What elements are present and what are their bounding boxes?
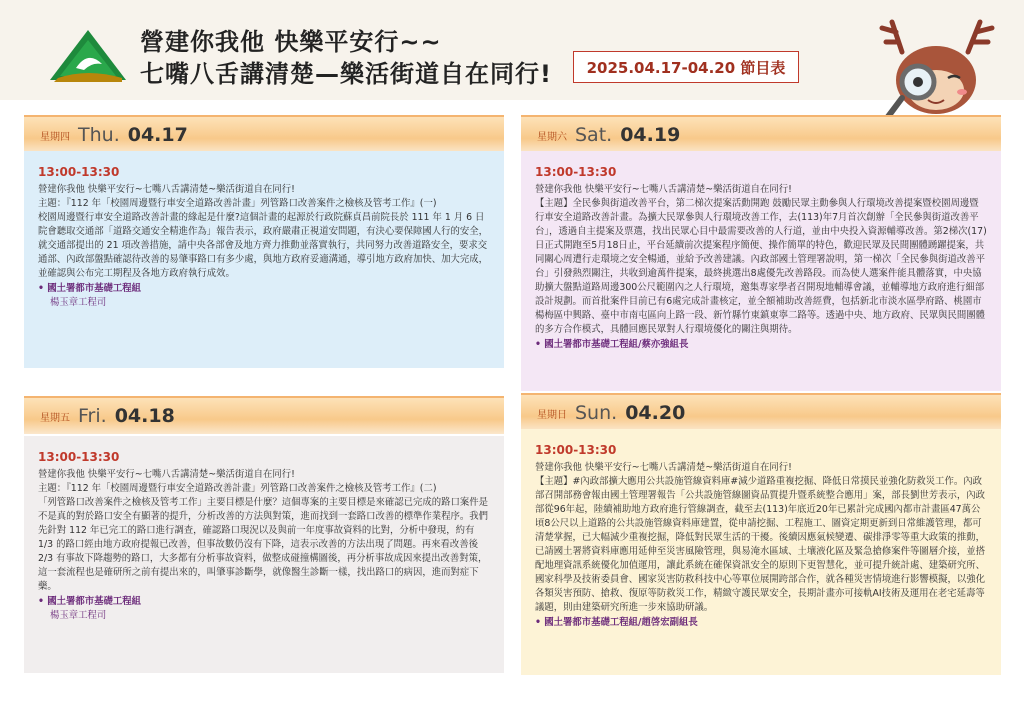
weekday-en: Sat. (575, 124, 613, 146)
day-date: 04.20 (625, 402, 686, 424)
day-date: 04.18 (114, 405, 175, 427)
weekday-label: 星期四 (40, 131, 70, 143)
day-header-thu (24, 115, 504, 153)
program-body: 校園周邊暨行車安全道路改善計畫的緣起是什麼?這個計畫的起源於行政院蘇貞昌前院長於 111 年 1 月 6 日院會聽取交通部「道路交通安全精進作為」報告表示，政府嚴肅正視道安問題，有決心要保障國人行的安全，就交通部提出的 21 項改善措施，請中央各部會及地方齊力推動並落實執行，共同努力改善道路安全，要求交通部、內政部盤點確認待改善的易肇事路口有多少處，與地方政府妥適溝通，導引地方政府加快、加大完成，並確認與公布完工期程及各地方政府執行成效。 (38, 212, 489, 279)
guest-org: • 國土署都市基礎工程組/趙啓宏副組長 (535, 616, 987, 630)
weekday-en: Thu. (78, 124, 120, 146)
time-slot: 13:00-13:30 (535, 165, 617, 179)
program-body: 【主題】全民參與街道改善平台，第二梯次提案活動開跑 鼓勵民眾主動參與人行環境改善提案暨校園周邊暨行車安全道路改善計畫。為擴大民眾參與人行環境改善工作，去(113)年7月首次創辦「全民參與街道改善平台」，透過自主提案及票選，找出民眾心目中最需要改善的人行道，並由中央投入資源輔導改善。第2梯次(17)日正式開跑至5月18日止，平台延續前次提案程序簡便、操作簡單的特色，歡迎民眾及民間團體踴躍提案，共同關心周遭行走環境之安全暢通，並給予改善建議。內政部國土管理署說明，第一梯次「全民參與街道改善平台」引發熱烈關注，共收到逾萬件提案，最終挑選出8處優先改善路段。而為使人選案件能具體落實，中央協助擴大盤點道路周邊300公尺範圍內之人行環境，邀集專家學者召開現地輔導會議，並輔導地方政府進行細部設計規劃。而首批案件目前已有6處完成計畫核定，並全額補助改善經費，包括新北市淡水區學府路、桃園市楊梅區中興路、臺中市南屯區向上路一段、新竹縣竹東鎮東寧二路等。透過中央、地方政府、民眾與民間團體的多方合作模式，具體回應民眾對人行環境優化的關注與期待。 (535, 198, 987, 335)
weekday-label: 星期日 (537, 409, 567, 421)
day-panel-fri (24, 436, 504, 673)
day-header-fri (24, 396, 504, 434)
guest-name: 楊玉章工程司 (50, 297, 107, 308)
weekday-label: 星期五 (40, 412, 70, 424)
day-panel-thu (24, 151, 504, 368)
weekday-en: Sun. (575, 402, 618, 424)
day-date: 04.19 (620, 124, 681, 146)
guest-org: • 國土署都市基礎工程組/蔡亦強組長 (535, 338, 987, 352)
guest-name: 楊玉章工程司 (50, 610, 107, 621)
day-header-sun (521, 393, 1001, 431)
page-title-line1: 營建你我他 快樂平安行~~ (140, 28, 442, 56)
program-theme: 主題：『112 年「校園周邊暨行車安全道路改善計畫」列管路口改善案件之檢核及管考工作』(一) (38, 198, 437, 209)
time-slot: 13:00-13:30 (38, 450, 120, 464)
time-slot: 13:00-13:30 (535, 443, 617, 457)
program-line: 營建你我他 快樂平安行~七嘴八舌講清楚~樂活街道自在同行! (38, 184, 295, 195)
program-line: 營建你我他 快樂平安行~七嘴八舌講清楚~樂活街道自在同行! (38, 469, 295, 480)
date-range-badge: 2025.04.17-04.20 節目表 (573, 51, 799, 83)
program-theme: 主題：『112 年「校園周邊暨行車安全道路改善計畫」列管路口改善案件之檢核及管考工作』(二) (38, 483, 437, 494)
page-title-line2: 七嘴八舌講清楚—樂活街道自在同行! (140, 60, 552, 88)
guest-org: • 國土署都市基礎工程組 (38, 595, 490, 609)
organization-logo (48, 28, 128, 84)
weekday-en: Fri. (78, 405, 107, 427)
time-slot: 13:00-13:30 (38, 165, 120, 179)
day-date: 04.17 (127, 124, 188, 146)
guest-org: • 國土署都市基礎工程組 (38, 282, 490, 296)
program-body: 【主題】#內政部擴大應用公共設施管線資料庫#減少道路重複挖掘、降低日常摸民並強化防救災工作。內政部召開部務會報由國土管理署報告「公共設施管線圖資品質提升暨系統整合應用」案，部長劉世芳表示，內政部從96年起，陸續補助地方政府進行管線調查，截至去(113)年底近20年已累計完成國內都市計畫區47萬公頃8公尺以上道路的公共設施管線資料庫建置，從申請挖掘、工程施工、圖資定期更新到日常維護管理，都可清楚掌握，已大幅減少重複挖掘，降低對民眾生活的干擾。後續因應氣候變遷、碳排淨零等重大政策的推動，已請國土署將資料庫應用延伸至災害風險管理，與易淹水區域、土壤液化區及緊急搶修案件等圖層介接，並搭配地理資訊系統優化加值運用，讓此系統在確保資訊安全的原則下更智慧化，並可提升統計處、建築研究所、國家科學及技術委員會、國家災害防救科技中心等單位展開跨部合作，就各種災害情境進行影響模擬，以強化各類災害預防、搶救、復原等防救災工作，精緻守護民眾安全，長期計畫亦可接軌AI技術及運用在老宅延壽等議題，則由建築研究所進一步來協助研議。 (535, 476, 986, 613)
day-header-sat (521, 115, 1001, 153)
day-panel-sat (521, 151, 1001, 391)
program-line: 營建你我他 快樂平安行~七嘴八舌講清楚~樂活街道自在同行! (535, 462, 792, 473)
program-line: 營建你我他 快樂平安行~七嘴八舌講清楚~樂活街道自在同行! (535, 184, 792, 195)
program-body: 「列管路口改善案件之檢核及管考工作」主要目標是什麼？這個專案的主要目標是來確認已完成的路口案件是不是真的對於路口安全有顯著的提升，分析改善的方法與對策，進而找到一套路口改善的標準作業程序。我們先針對 112 年已完工的路口進行調查，確認路口現況以及與前一年度事故資料的比對，分析中發現，約有 1/3 的路口經由地方政府提報已改善，但事故數仍沒有下降，這表示改善的方法出現了問題。再來看改善後 2/3 有事故下降趨勢的路口，大多都有分析事故資料，做整成碰撞構圖後，再分析事故成因來提出改善對策，這一套流程也是確研所之前有提出來的，叫肇事診斷學，就像醫生診斷一樣，找出路口的病因，進而對症下藥。 (38, 497, 489, 592)
weekday-label: 星期六 (537, 131, 567, 143)
day-panel-sun (521, 429, 1001, 675)
